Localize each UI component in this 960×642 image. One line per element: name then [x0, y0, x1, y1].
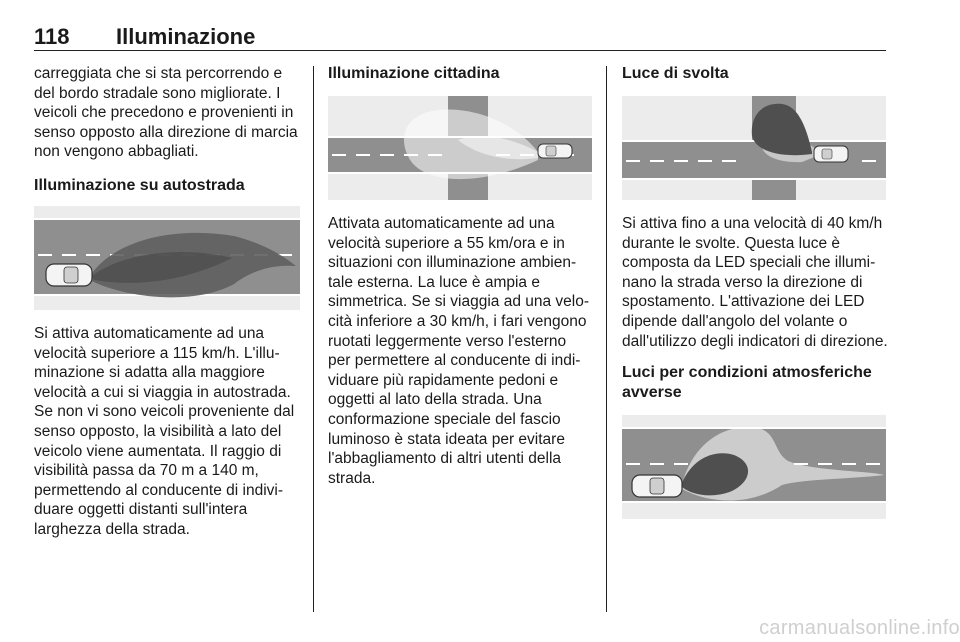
watermark: carmanualsonline.info — [759, 617, 960, 639]
highway-lighting-text: Si attiva automaticamente ad una velocità superiore a 115 km/h. L'illuminazione si adatta alla maggiore velocità a cui si viaggia in autostrada. Se non vi sono veicoli proveniente dal senso opposto, la visibilità a lato del veicolo viene aumentata. Il raggio di visibilità passa da 70 m a 140 m, permettendo al conducente di individuare oggetti distanti sull'intera larghezza della strada. — [34, 324, 295, 538]
city-lighting-text: Attivata automaticamente ad una velocità superiore a 55 km/ora e in situazioni con illuminazione ambientale esterna. La luce è ampia e simmetrica. Se si viaggia ad una velocità inferiore a 30 km/h, i fari vengono ruotati leggermente verso l'esterno per permettere al conducente di individuare più rapidamente pedoni e oggetti al lato della strada. Una conformazione speciale del fascio luminoso è stata ideata per evitare l'abbagliamento di altri utenti della strada. — [328, 215, 590, 487]
cornering-light-illustration — [622, 96, 886, 200]
column-2 — [328, 64, 592, 488]
column-3 — [622, 64, 888, 519]
highway-lighting-illustration — [34, 206, 300, 310]
adverse-weather-illustration — [622, 415, 886, 519]
column-divider-2 — [606, 66, 607, 612]
page-header — [34, 22, 886, 50]
header-rule — [34, 50, 886, 51]
heading-adverse-weather-lights: Luci per condizioni atmosferiche avverse — [622, 364, 872, 402]
heading-city-lighting: Illuminazione cittadina — [328, 65, 500, 82]
page-title: Illuminazione — [116, 24, 256, 49]
column-divider-1 — [313, 66, 314, 612]
heading-highway-lighting: Illuminazione su autostrada — [34, 176, 245, 194]
intro-paragraph: carreggiata che si sta percorrendo e del bordo stradale sono migliorate. I veicoli che precedono e provenienti in senso opposto alla direzione di marcia non vengono abbagliati. — [34, 65, 298, 161]
cornering-light-text: Si attiva fino a una velocità di 40 km/h durante le svolte. Questa luce è composta da LED speciali che illuminano la strada verso la direzione di spostamento. L'attivazione dei LED dipende dall'angolo del volante o dall'utilizzo degli indicatori di direzione. — [622, 215, 888, 350]
page-number: 118 — [34, 24, 70, 49]
city-lighting-illustration — [328, 96, 592, 200]
column-1 — [34, 64, 300, 540]
heading-cornering-light: Luce di svolta — [622, 65, 729, 82]
